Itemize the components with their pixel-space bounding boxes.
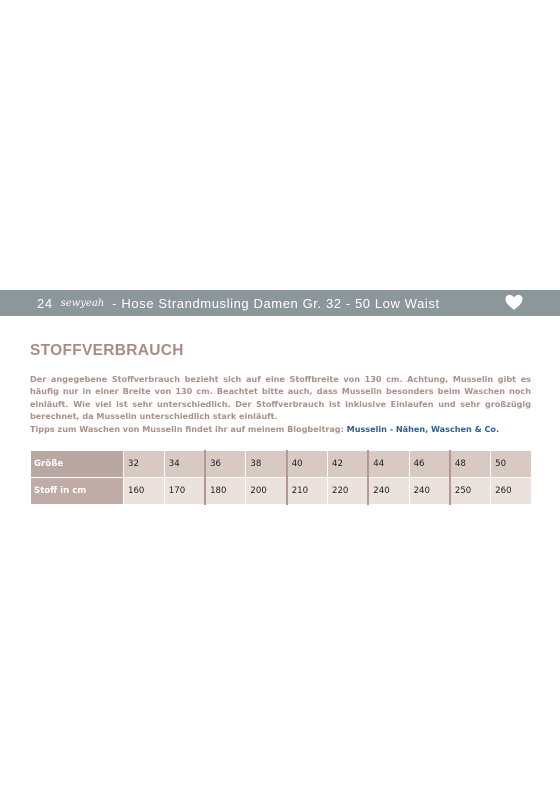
fabric-cell: 210 bbox=[287, 478, 328, 505]
size-cell: 48 bbox=[450, 451, 491, 478]
fabric-cell: 260 bbox=[491, 478, 532, 505]
size-row bbox=[31, 451, 532, 478]
brand-logo: sewyeah bbox=[60, 297, 105, 309]
heart-icon bbox=[505, 294, 523, 311]
row-label-size: Größe bbox=[31, 451, 124, 478]
fabric-consumption-table bbox=[30, 450, 532, 505]
fabric-cell: 250 bbox=[450, 478, 491, 505]
pattern-title: - Hose Strandmusling Damen Gr. 32 - 50 Low Waist bbox=[112, 295, 440, 311]
fabric-cell: 240 bbox=[368, 478, 409, 505]
fabric-row bbox=[31, 478, 532, 505]
fabric-cell: 200 bbox=[246, 478, 287, 505]
blog-link[interactable]: Musselin - Nähen, Waschen & Co. bbox=[346, 423, 500, 434]
fabric-cell: 160 bbox=[124, 478, 165, 505]
fabric-cell: 240 bbox=[409, 478, 450, 505]
size-cell: 36 bbox=[205, 451, 246, 478]
row-label-fabric: Stoff in cm bbox=[31, 478, 124, 505]
size-cell: 46 bbox=[409, 451, 450, 478]
fabric-description bbox=[30, 373, 531, 435]
size-cell: 44 bbox=[368, 451, 409, 478]
page-number: 24 bbox=[37, 295, 53, 311]
page-header-bar bbox=[0, 290, 560, 316]
washing-tip bbox=[30, 423, 531, 435]
size-cell: 40 bbox=[287, 451, 328, 478]
fabric-cell: 180 bbox=[205, 478, 246, 505]
fabric-cell: 220 bbox=[327, 478, 368, 505]
fabric-cell: 170 bbox=[164, 478, 205, 505]
fabric-paragraph: Der angegebene Stoffverbrauch bezieht sich auf eine Stoffbreite von 130 cm. Achtung, Musselin gibt es häufig nur in einer Breite von 130 cm. Beachtet bitte auch, dass Musselin besonders beim Waschen noch einläuft. Wie viel ist sehr unterschiedlich. Der Stoffverbrauch ist inklusive Einlaufen und sehr großzügig berechnet, da Musselin unterschiedlich stark einläuft. bbox=[30, 374, 531, 422]
size-cell: 32 bbox=[124, 451, 165, 478]
washing-tip-text: Tipps zum Waschen von Musselin findet ihr auf meinem Blogbeitrag: bbox=[30, 423, 344, 434]
size-cell: 50 bbox=[491, 451, 532, 478]
size-cell: 42 bbox=[327, 451, 368, 478]
size-cell: 38 bbox=[246, 451, 287, 478]
size-cell: 34 bbox=[164, 451, 205, 478]
section-heading: STOFFVERBRAUCH bbox=[30, 342, 184, 359]
